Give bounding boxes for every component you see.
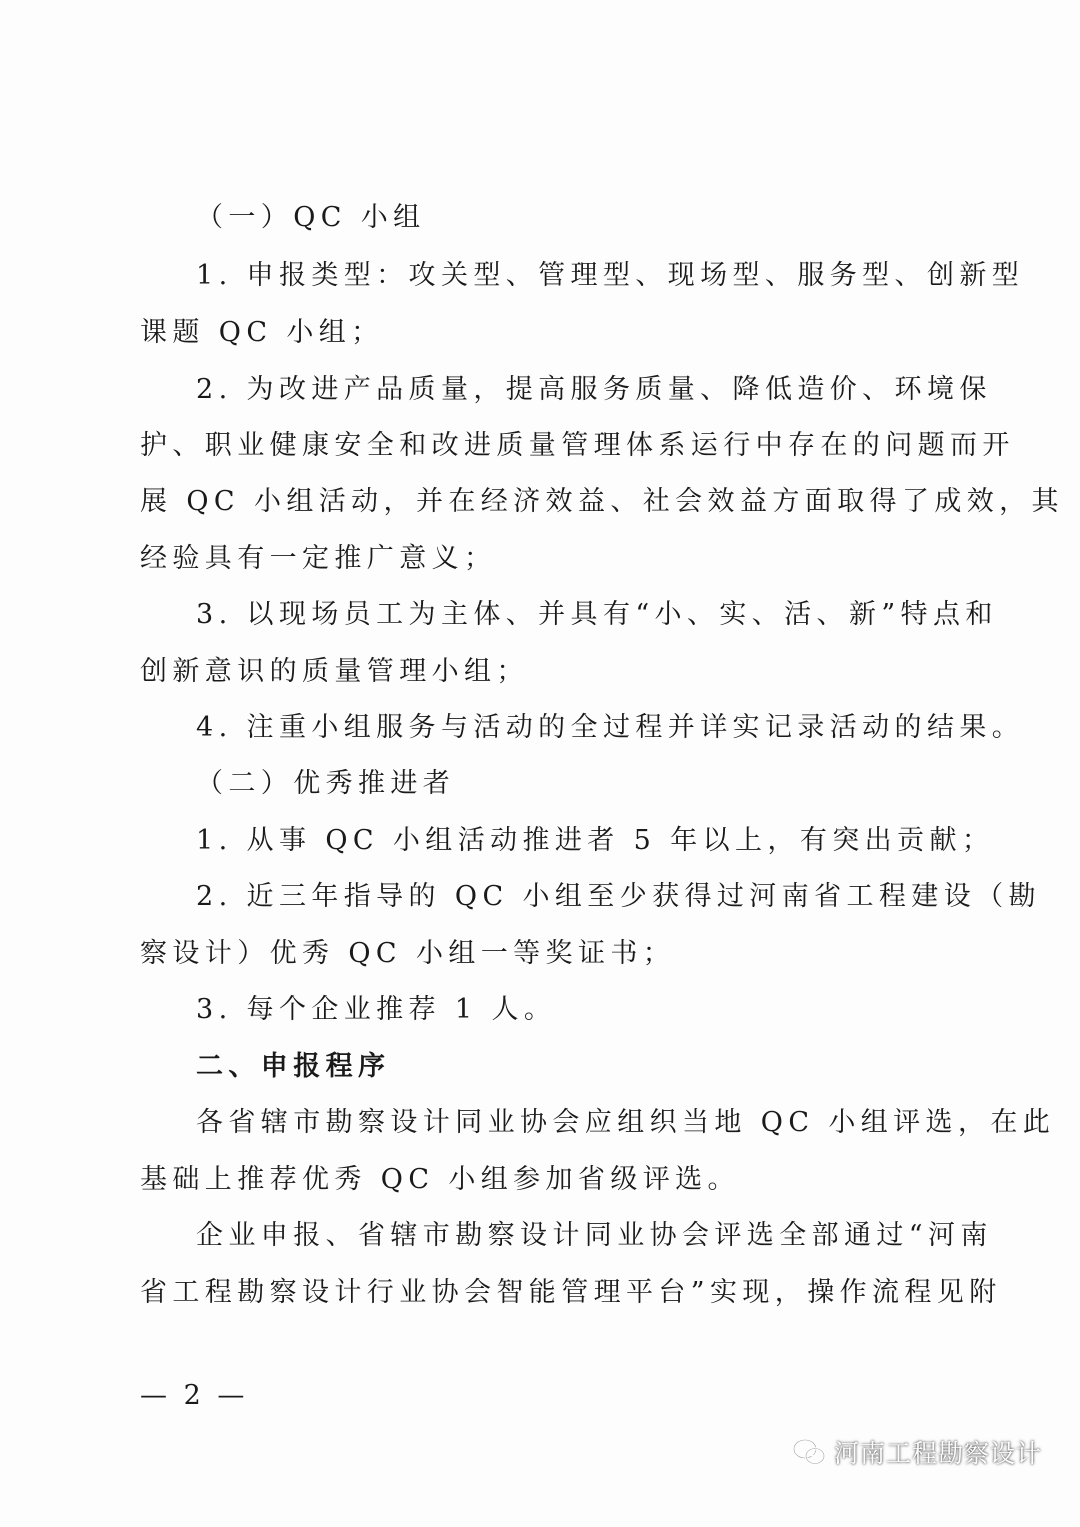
paragraph-line: 课题 QC 小组； bbox=[140, 317, 384, 348]
paragraph-line: 省工程勘察设计行业协会智能管理平台”实现，操作流程见附 bbox=[140, 1277, 1002, 1308]
paragraph-line: 察设计）优秀 QC 小组一等奖证书； bbox=[140, 938, 676, 969]
wechat-icon bbox=[792, 1438, 826, 1466]
watermark bbox=[792, 1432, 1042, 1472]
paragraph-line: 创新意识的质量管理小组； bbox=[140, 656, 529, 687]
paragraph-line: 3. 每个企业推荐 1 人。 bbox=[196, 994, 557, 1025]
paragraph-line: 经验具有一定推广意义； bbox=[140, 543, 497, 574]
paragraph-line: 3. 以现场员工为主体、并具有“小、实、活、新”特点和 bbox=[196, 599, 998, 630]
section-heading-promoter: （二）优秀推进者 bbox=[196, 768, 456, 799]
paragraph-line: 展 QC 小组活动，并在经济效益、社会效益方面取得了成效，其 bbox=[140, 486, 1064, 517]
paragraph-line: 企业申报、省辖市勘察设计同业协会评选全部通过“河南 bbox=[196, 1220, 993, 1251]
paragraph-line: 4. 注重小组服务与活动的全过程并详实记录活动的结果。 bbox=[196, 712, 1025, 743]
paragraph-line: 基础上推荐优秀 QC 小组参加省级评选。 bbox=[140, 1164, 740, 1195]
paragraph-line: 护、职业健康安全和改进质量管理体系运行中存在的问题而开 bbox=[140, 430, 1015, 461]
paragraph-line: 2. 近三年指导的 QC 小组至少获得过河南省工程建设（勘 bbox=[196, 881, 1041, 912]
paragraph-line: 1. 申报类型：攻关型、管理型、现场型、服务型、创新型 bbox=[196, 260, 1025, 291]
paragraph-line: 各省辖市勘察设计同业协会应组织当地 QC 小组评选，在此 bbox=[196, 1107, 1056, 1138]
watermark-text: 河南工程勘察设计 bbox=[833, 1439, 1042, 1468]
section-heading-procedure: 二、申报程序 bbox=[196, 1051, 391, 1082]
section-heading-qc-group: （一）QC 小组 bbox=[196, 202, 426, 233]
page-number: — 2 — bbox=[140, 1380, 249, 1411]
paragraph-line: 2. 为改进产品质量，提高服务质量、降低造价、环境保 bbox=[196, 374, 992, 405]
paragraph-line: 1. 从事 QC 小组活动推进者 5 年以上，有突出贡献； bbox=[196, 825, 995, 856]
